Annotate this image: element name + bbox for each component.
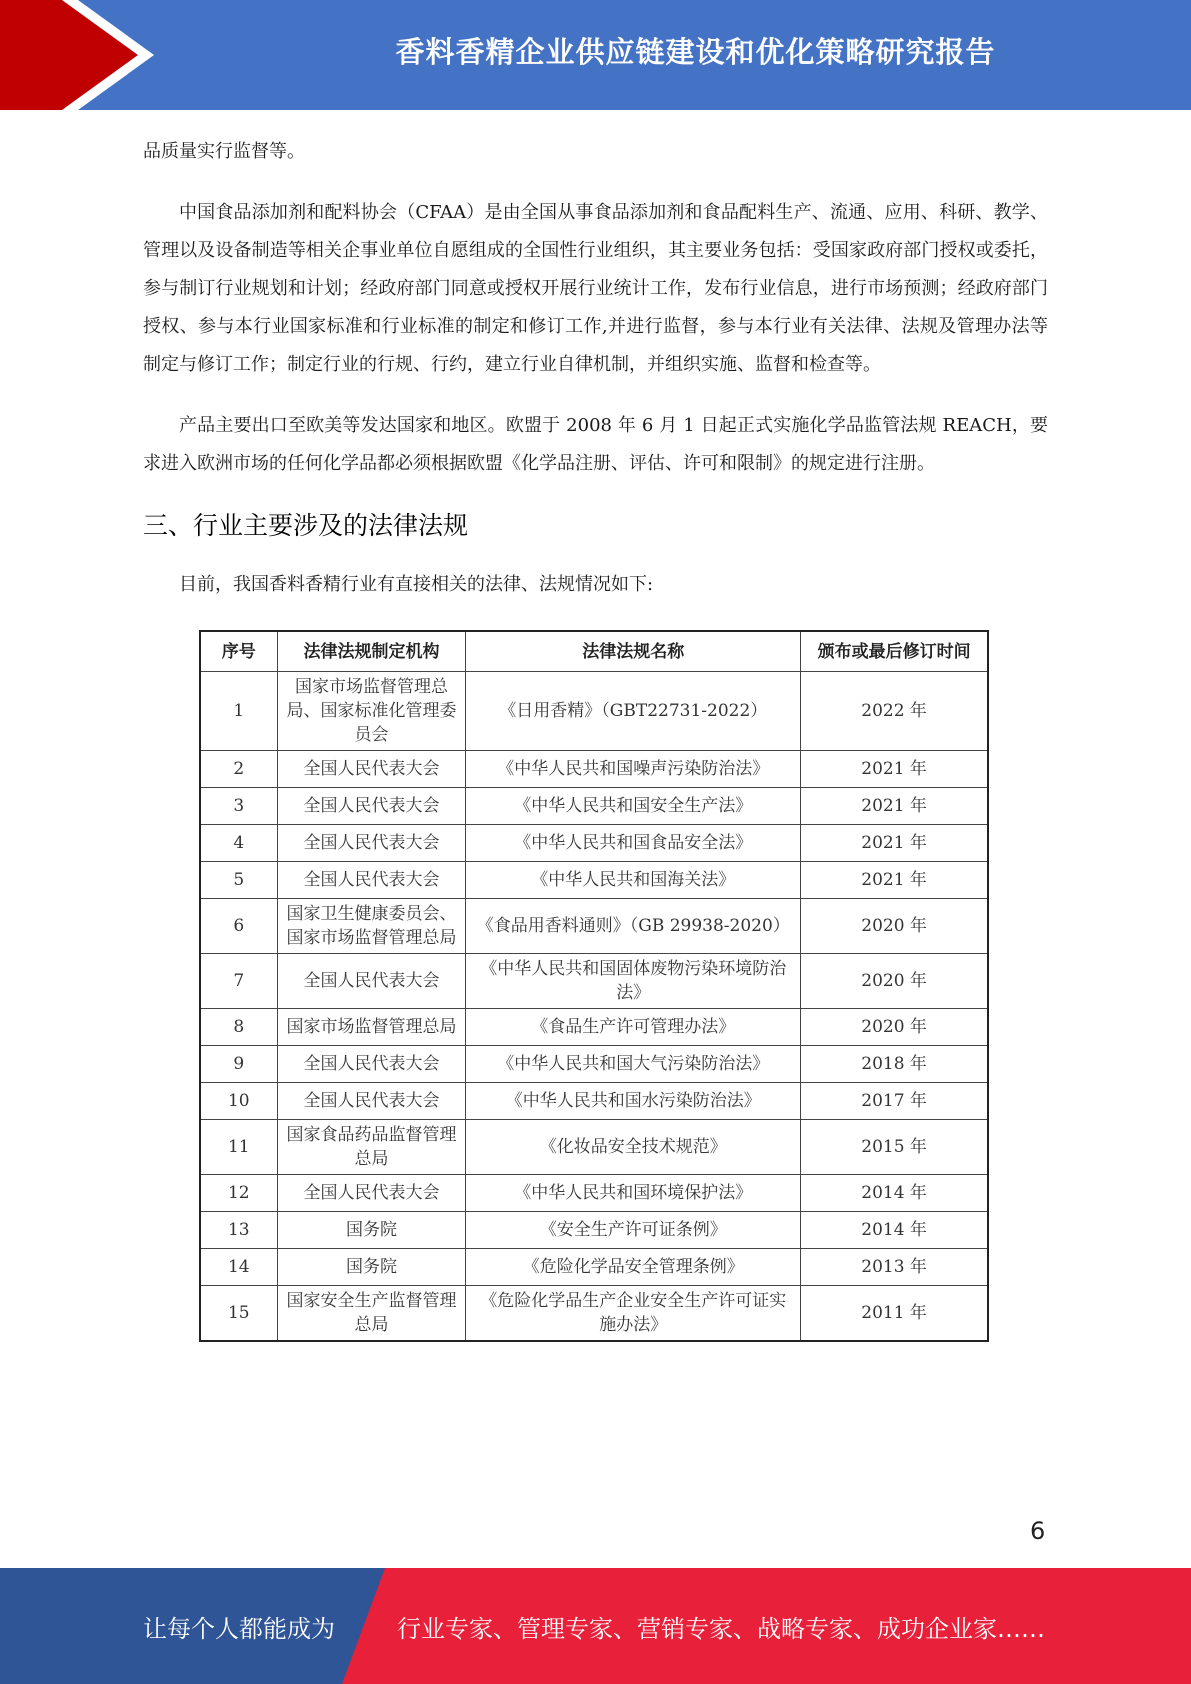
cell-name: 《危险化学品安全管理条例》 xyxy=(466,1249,801,1286)
header-no: 序号 xyxy=(200,631,277,672)
table-row xyxy=(200,1120,988,1175)
cell-name: 《安全生产许可证条例》 xyxy=(466,1212,801,1249)
table-row xyxy=(200,1175,988,1212)
cell-no: 10 xyxy=(200,1083,277,1120)
chevron-decoration-icon xyxy=(0,0,200,110)
cell-date: 2013 年 xyxy=(801,1249,988,1286)
table-row xyxy=(200,862,988,899)
cell-org: 全国人民代表大会 xyxy=(277,1046,466,1083)
table-row xyxy=(200,1286,988,1342)
paragraph-cfaa: 中国食品添加剂和配料协会（CFAA）是由全国从事食品添加剂和食品配料生产、流通、应用、科研、教学、管理以及设备制造等相关企事业单位自愿组成的全国性行业组织，其主要业务包括：受国家政府部门授权或委托，参与制订行业规划和计划；经政府部门同意或授权开展行业统计工作，发布行业信息，进行市场预测；经政府部门授权、参与本行业国家标准和行业标准的制定和修订工作,并进行监督，参与本行业有关法律、法规及管理办法等制定与修订工作；制定行业的行规、行约，建立行业自律机制，并组织实施、监督和检查等。 xyxy=(143,202,1048,375)
footer-slogan-right: 行业专家、管理专家、营销专家、战略专家、成功企业家…… xyxy=(397,1614,1045,1643)
cell-no: 15 xyxy=(200,1286,277,1342)
table-row xyxy=(200,1083,988,1120)
cell-date: 2014 年 xyxy=(801,1212,988,1249)
table-row xyxy=(200,899,988,954)
cell-date: 2021 年 xyxy=(801,751,988,788)
cell-no: 14 xyxy=(200,1249,277,1286)
page-header xyxy=(0,0,1191,110)
table-row xyxy=(200,825,988,862)
cell-date: 2011 年 xyxy=(801,1286,988,1342)
cell-no: 13 xyxy=(200,1212,277,1249)
cell-date: 2014 年 xyxy=(801,1175,988,1212)
section-heading: 三、行业主要涉及的法律法规 xyxy=(143,511,469,540)
table-header-row xyxy=(200,631,988,672)
cell-org: 全国人民代表大会 xyxy=(277,788,466,825)
page-content xyxy=(143,133,1048,1342)
cell-org: 国务院 xyxy=(277,1249,466,1286)
cell-date: 2021 年 xyxy=(801,825,988,862)
paragraph-continuation: 品质量实行监督等。 xyxy=(143,141,305,162)
cell-date: 2015 年 xyxy=(801,1120,988,1175)
header-name: 法律法规名称 xyxy=(466,631,801,672)
cell-org: 全国人民代表大会 xyxy=(277,825,466,862)
cell-org: 全国人民代表大会 xyxy=(277,1175,466,1212)
cell-date: 2020 年 xyxy=(801,899,988,954)
cell-org: 国家安全生产监督管理总局 xyxy=(277,1286,466,1342)
cell-no: 6 xyxy=(200,899,277,954)
cell-no: 4 xyxy=(200,825,277,862)
cell-org: 国务院 xyxy=(277,1212,466,1249)
cell-name: 《中华人民共和国大气污染防治法》 xyxy=(466,1046,801,1083)
cell-name: 《中华人民共和国食品安全法》 xyxy=(466,825,801,862)
cell-name: 《日用香精》（GBT22731-2022） xyxy=(466,672,801,751)
cell-name: 《中华人民共和国噪声污染防治法》 xyxy=(466,751,801,788)
cell-org: 全国人民代表大会 xyxy=(277,862,466,899)
header-org: 法律法规制定机构 xyxy=(277,631,466,672)
footer-slogan-left: 让每个人都能成为 xyxy=(143,1614,335,1643)
cell-org: 国家市场监督管理总局 xyxy=(277,1009,466,1046)
cell-date: 2021 年 xyxy=(801,788,988,825)
cell-name: 《化妆品安全技术规范》 xyxy=(466,1120,801,1175)
table-row xyxy=(200,672,988,751)
table-row xyxy=(200,954,988,1009)
cell-org: 全国人民代表大会 xyxy=(277,1083,466,1120)
cell-name: 《中华人民共和国安全生产法》 xyxy=(466,788,801,825)
cell-no: 8 xyxy=(200,1009,277,1046)
cell-name: 《危险化学品生产企业安全生产许可证实施办法》 xyxy=(466,1286,801,1342)
cell-date: 2022 年 xyxy=(801,672,988,751)
cell-date: 2018 年 xyxy=(801,1046,988,1083)
header-date: 颁布或最后修订时间 xyxy=(801,631,988,672)
table-row xyxy=(200,751,988,788)
cell-no: 9 xyxy=(200,1046,277,1083)
cell-date: 2020 年 xyxy=(801,954,988,1009)
table-row xyxy=(200,788,988,825)
page-number: 6 xyxy=(1030,1517,1046,1545)
cell-name: 《中华人民共和国环境保护法》 xyxy=(466,1175,801,1212)
cell-date: 2021 年 xyxy=(801,862,988,899)
cell-name: 《食品用香料通则》（GB 29938-2020） xyxy=(466,899,801,954)
cell-org: 全国人民代表大会 xyxy=(277,954,466,1009)
table-row xyxy=(200,1009,988,1046)
cell-no: 11 xyxy=(200,1120,277,1175)
table-row xyxy=(200,1046,988,1083)
cell-no: 3 xyxy=(200,788,277,825)
cell-no: 7 xyxy=(200,954,277,1009)
cell-org: 国家市场监督管理总局、国家标准化管理委员会 xyxy=(277,672,466,751)
cell-no: 12 xyxy=(200,1175,277,1212)
cell-name: 《食品生产许可管理办法》 xyxy=(466,1009,801,1046)
cell-name: 《中华人民共和国固体废物污染环境防治法》 xyxy=(466,954,801,1009)
cell-org: 国家卫生健康委员会、国家市场监督管理总局 xyxy=(277,899,466,954)
cell-no: 2 xyxy=(200,751,277,788)
cell-no: 5 xyxy=(200,862,277,899)
table-row xyxy=(200,1249,988,1286)
report-title: 香料香精企业供应链建设和优化策略研究报告 xyxy=(395,34,996,69)
cell-org: 全国人民代表大会 xyxy=(277,751,466,788)
laws-table xyxy=(199,630,989,1342)
cell-org: 国家食品药品监督管理总局 xyxy=(277,1120,466,1175)
cell-date: 2017 年 xyxy=(801,1083,988,1120)
cell-no: 1 xyxy=(200,672,277,751)
laws-table-body xyxy=(200,672,988,1342)
cell-name: 《中华人民共和国水污染防治法》 xyxy=(466,1083,801,1120)
page-footer xyxy=(0,1568,1191,1684)
table-row xyxy=(200,1212,988,1249)
cell-date: 2020 年 xyxy=(801,1009,988,1046)
section-intro: 目前，我国香料香精行业有直接相关的法律、法规情况如下: xyxy=(179,574,654,595)
cell-name: 《中华人民共和国海关法》 xyxy=(466,862,801,899)
paragraph-reach: 产品主要出口至欧美等发达国家和地区。欧盟于 2008 年 6 月 1 日起正式实施化学品监管法规 REACH，要求进入欧洲市场的任何化学品都必须根据欧盟《化学品注册、评估、许可和限制》的规定进行注册。 xyxy=(143,415,1048,474)
